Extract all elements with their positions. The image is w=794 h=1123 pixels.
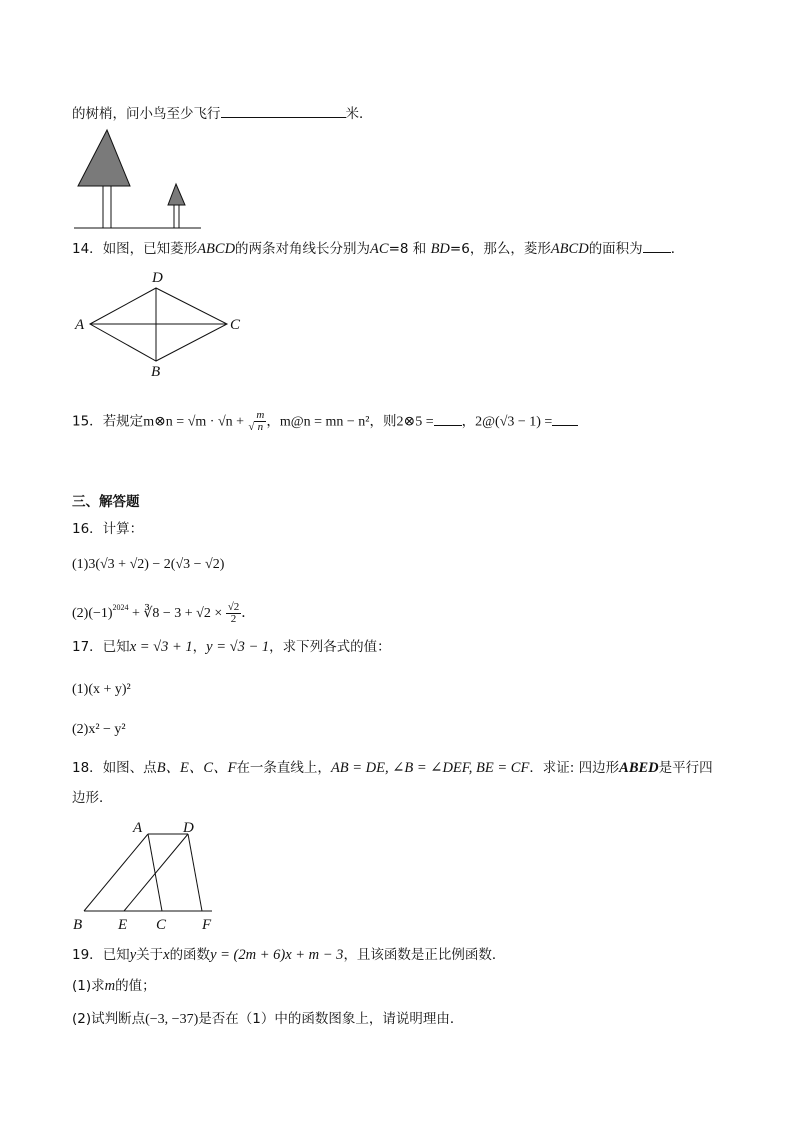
q15-expr-1: 2⊗5 = xyxy=(396,414,434,430)
segment-de xyxy=(124,834,188,911)
q16-part-2 xyxy=(72,598,255,625)
q15-frac-num: m xyxy=(256,409,265,421)
q17-sep: ， xyxy=(192,639,207,655)
segment-ab xyxy=(84,834,148,911)
q15-answer-blank-1 xyxy=(434,411,462,426)
q15-expr-2: 2@(√3 − 1) = xyxy=(475,414,553,430)
q17-line xyxy=(72,637,391,657)
q16-p2-exponent: 2024 xyxy=(112,603,129,612)
q19-p1-pre: (1)求 xyxy=(72,978,105,994)
q19-text-1: 已知 xyxy=(102,947,130,963)
section-heading: 三、解答题 xyxy=(72,494,140,510)
label-d: D xyxy=(152,270,163,286)
q16-part-1: (1)3(√3 + √2) − 2(√3 − √2) xyxy=(72,557,225,572)
q19-number: 19． xyxy=(72,947,103,963)
q14-bd-value: =6，那么，菱形 xyxy=(449,241,551,257)
q17-x: x = √3 + 1 xyxy=(129,639,193,655)
segment-df xyxy=(188,834,202,911)
q14-number: 14． xyxy=(72,241,103,257)
q13-unit: 米． xyxy=(345,106,373,122)
q15-def-at: m@n = mn − n² xyxy=(279,414,370,430)
q18-line-2: 边形． xyxy=(72,790,113,806)
q18-line-1 xyxy=(72,758,713,778)
q16-title: 16．计算： xyxy=(72,521,144,537)
q14-ac: AC xyxy=(370,241,389,257)
segment-ac xyxy=(148,834,162,911)
q13-answer-blank xyxy=(221,103,346,118)
label-a: A xyxy=(133,820,143,836)
q16-p2-middle: + ∛8 − 3 + √2 × xyxy=(128,606,223,621)
q18-text-3: ．求证: 四边形 xyxy=(529,760,620,776)
q14-text-1: 如图，已知菱形 xyxy=(102,241,198,257)
q18-text-2: 在一条直线上， xyxy=(236,760,331,776)
q14-text-3: 的面积为 xyxy=(588,241,643,257)
q18-conditions: AB = DE, ∠B = ∠DEF, BE = CF xyxy=(330,760,530,776)
big-tree-crown xyxy=(78,130,130,186)
q19-p1-m: m xyxy=(104,978,116,994)
q18-text-1: 如图、点 xyxy=(102,760,157,776)
q19-p1-post: 的值； xyxy=(115,978,156,994)
q14-bd: BD xyxy=(430,241,450,257)
q15-text-1: 若规定 xyxy=(102,413,144,430)
q18-figure xyxy=(72,818,232,933)
q15-def-otimes: m⊗n = √m · √n + xyxy=(143,414,245,430)
q18-number: 18． xyxy=(72,760,103,776)
q19-p2-point: (−3, −37) xyxy=(145,1012,199,1027)
q18-quad-name: ABED xyxy=(619,760,659,776)
label-b: B xyxy=(151,364,161,380)
q19-text-2: 关于 xyxy=(136,947,164,963)
q15-number: 15． xyxy=(72,413,103,430)
q19-text-3: 的函数 xyxy=(169,947,211,963)
q14-rhombus-figure xyxy=(72,268,252,378)
q19-function: y = (2m + 6)x + m − 3 xyxy=(210,947,344,963)
q19-x: x xyxy=(163,947,170,963)
q17-part-1: (1)(x + y)² xyxy=(72,682,131,697)
q17-part-2: (2)x² − y² xyxy=(72,722,126,737)
label-c: C xyxy=(156,917,167,933)
q19-p2-post: 是否在（1）中的函数图象上，请说明理由． xyxy=(198,1011,464,1027)
q16-p2-frac-den: 2 xyxy=(230,613,237,626)
small-tree-crown xyxy=(168,184,185,205)
q15-frac-den: n xyxy=(257,421,264,433)
q17-text: ，求下列各式的值： xyxy=(269,639,391,655)
label-f: F xyxy=(202,917,212,933)
label-b: B xyxy=(73,917,83,933)
q15-text-2: ，则 xyxy=(369,413,397,430)
label-a: A xyxy=(75,317,85,333)
label-c: C xyxy=(230,317,241,333)
q14-end: ． xyxy=(670,241,685,257)
q16-p2-end: ． xyxy=(241,606,256,621)
q16-p2-frac-num: √2 xyxy=(227,601,240,614)
q16-p2-fraction xyxy=(226,602,242,625)
q16-p2-base: (2)(−1) xyxy=(72,606,113,621)
q14-ac-value: =8 和 xyxy=(388,241,427,257)
q19-y: y xyxy=(129,947,137,963)
q15-answer-blank-2 xyxy=(552,411,578,426)
q17-number: 17．已知 xyxy=(72,639,130,655)
q14-text-2: 的两条对角线长分别为 xyxy=(235,241,371,257)
q15-sqrt-fraction: √ $\frac{m}{n}$ xyxy=(248,409,265,433)
q19-line xyxy=(72,945,505,965)
q14-rhombus-name: ABCD xyxy=(197,241,236,257)
q15-line xyxy=(72,410,578,433)
q19-text-4: ，且该函数是正比例函数． xyxy=(343,947,506,963)
q18-points: B、E、C、F xyxy=(156,760,237,776)
q15-comma: ， xyxy=(461,413,476,430)
q13-line xyxy=(72,103,373,124)
label-e: E xyxy=(118,917,128,933)
q15-sep: ， xyxy=(266,413,280,430)
q14-answer-blank xyxy=(643,238,671,253)
q13-text: 的树梢，问小鸟至少飞行 xyxy=(72,106,221,122)
q17-y: y = √3 − 1 xyxy=(206,639,270,655)
q13-trees-figure xyxy=(72,128,202,228)
q19-part-1 xyxy=(72,976,156,996)
label-d: D xyxy=(183,820,194,836)
q19-part-2 xyxy=(72,1009,463,1030)
q19-p2-pre: (2)试判断点 xyxy=(72,1011,146,1027)
q18-text-4: 是平行四 xyxy=(658,760,713,776)
q14-rhombus-name-2: ABCD xyxy=(550,241,589,257)
q14-line xyxy=(72,238,684,259)
